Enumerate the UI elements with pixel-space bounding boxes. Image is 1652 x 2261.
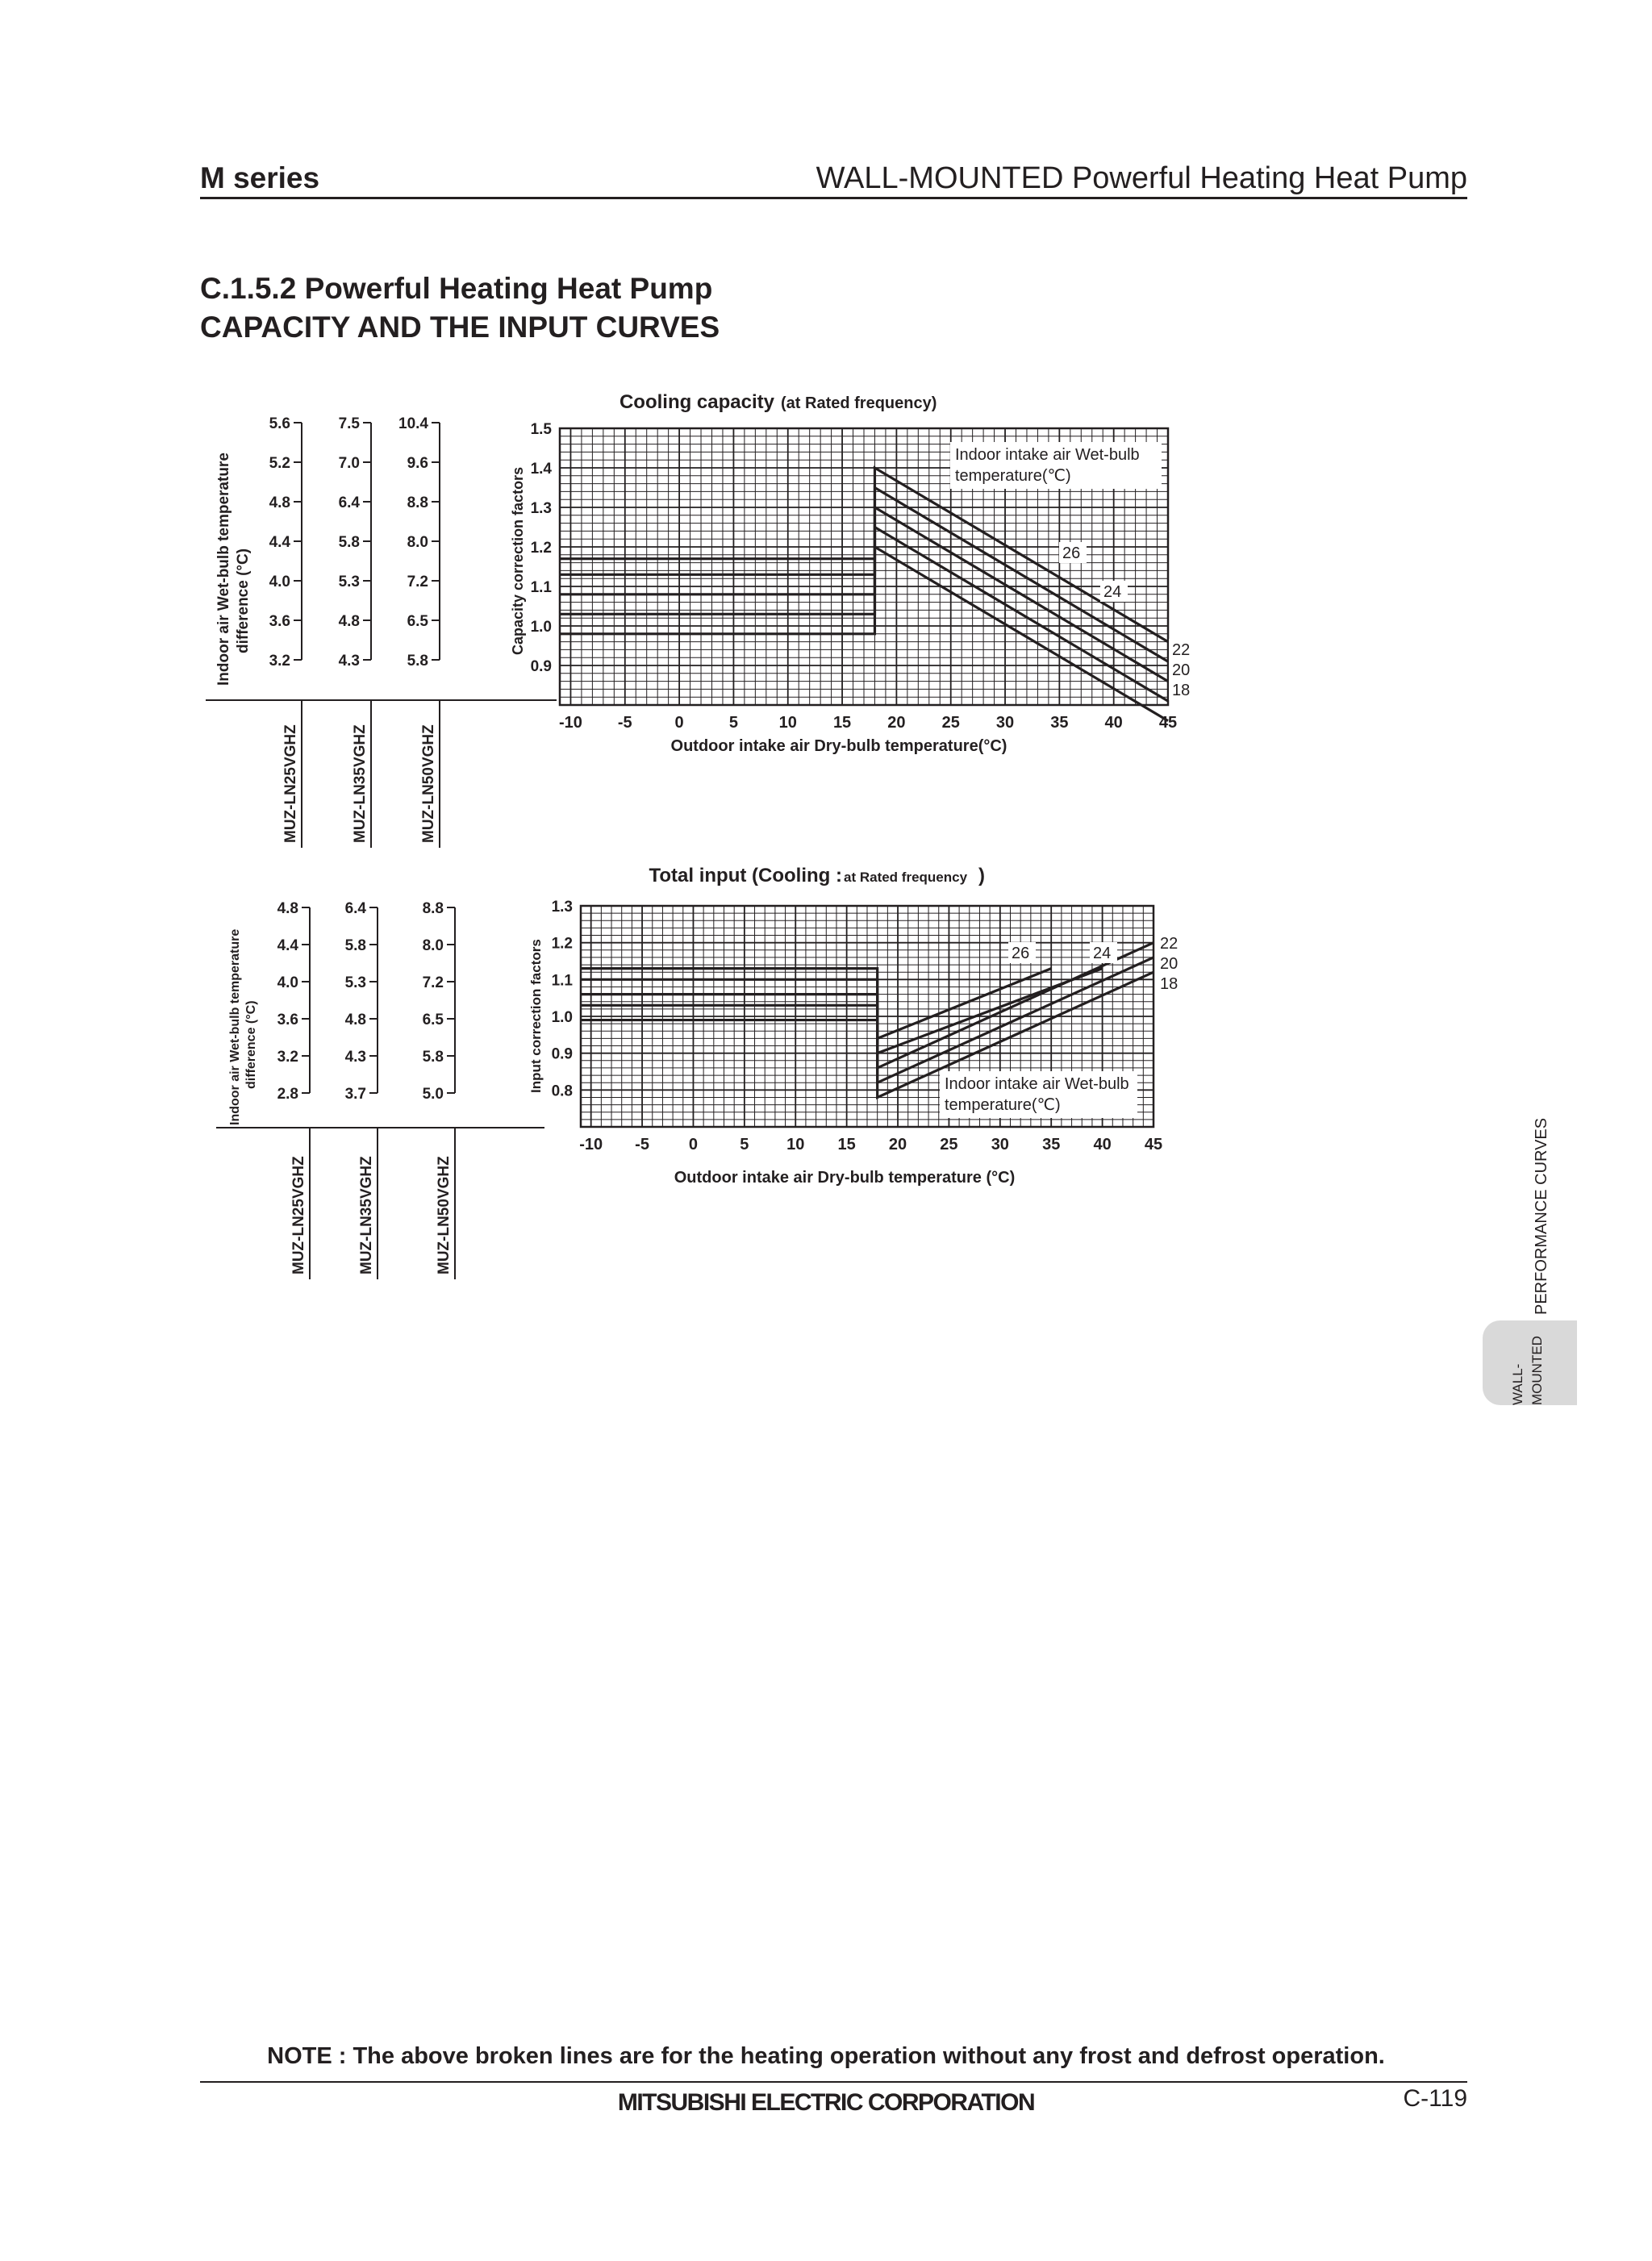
nomogram-tick-label: 4.0 xyxy=(269,574,290,590)
nomogram-tick-label: 3.6 xyxy=(269,613,290,630)
series-label-22: 22 xyxy=(1160,935,1179,953)
series-label-26: 26 xyxy=(1012,945,1030,962)
x-tick-label: 15 xyxy=(832,714,852,732)
nomogram-tick-label: 4.0 xyxy=(277,974,298,991)
nomogram-axis-title: Indoor air Wet-bulb temperature difference (°C) xyxy=(228,928,258,1125)
cooling-capacity-title: Cooling capacity xyxy=(619,391,774,413)
x-tick-label: -10 xyxy=(579,1136,603,1153)
total-input-title-close: ) xyxy=(978,865,985,886)
model-name-label: MUZ-LN35VGHZ xyxy=(358,1156,375,1274)
header-divider xyxy=(200,197,1467,199)
nomogram-tick-label: 8.8 xyxy=(407,494,428,511)
nomogram-tick-label: 7.2 xyxy=(422,974,444,991)
legend-title-line2: temperature(℃) xyxy=(945,1096,1061,1114)
nomogram-tick-label: 6.5 xyxy=(422,1012,444,1028)
nomogram-tick-label: 5.8 xyxy=(407,653,428,670)
total-input-xlabel: Outdoor intake air Dry-bulb temperature (°C) xyxy=(674,1169,1016,1187)
series-label-24: 24 xyxy=(1103,583,1122,601)
x-tick-label: 20 xyxy=(887,714,906,732)
nomogram-tick-label: 9.6 xyxy=(407,455,428,472)
y-tick-label: 1.3 xyxy=(551,899,573,916)
nomogram-tick-label: 5.3 xyxy=(338,574,360,590)
section-number-title: C.1.5.2 Powerful Heating Heat Pump xyxy=(200,272,713,305)
nomogram-axis-title: Indoor air Wet-bulb temperature difference (°C) xyxy=(215,453,252,686)
legend-title-line1: Indoor intake air Wet-bulb xyxy=(955,446,1140,464)
nomogram-tick-label: 3.6 xyxy=(277,1012,298,1028)
series-label-18: 18 xyxy=(1172,682,1191,699)
series-label-20: 20 xyxy=(1172,661,1191,679)
total-input-nomogram xyxy=(216,900,544,1279)
cooling-capacity-xlabel: Outdoor intake air Dry-bulb temperature(°C) xyxy=(670,737,1007,755)
nomogram-tick-label: 6.4 xyxy=(344,900,366,917)
nomogram-tick-label: 4.4 xyxy=(269,534,290,551)
y-tick-label: 1.5 xyxy=(530,421,552,438)
section-title xyxy=(200,269,720,347)
nomogram-tick-label: 4.8 xyxy=(338,613,360,630)
section-subtitle: CAPACITY AND THE INPUT CURVES xyxy=(200,311,720,344)
nomogram-tick-label: 5.0 xyxy=(422,1086,444,1103)
x-tick-label: 0 xyxy=(674,714,684,732)
y-tick-label: 1.3 xyxy=(530,500,552,517)
model-name-label: MUZ-LN50VGHZ xyxy=(420,724,437,843)
x-tick-label: 45 xyxy=(1158,714,1178,732)
nomogram-tick-label: 7.5 xyxy=(338,415,360,432)
x-tick-label: 15 xyxy=(837,1136,856,1153)
nomogram-tick-label: 10.4 xyxy=(398,415,428,432)
cooling-capacity-title-note: (at Rated frequency) xyxy=(781,394,937,412)
legend-title-line2: temperature(℃) xyxy=(955,467,1071,485)
nomogram-tick-label: 8.0 xyxy=(422,937,444,954)
nomogram-tick-label: 8.8 xyxy=(422,900,444,917)
total-input-title: Total input (Cooling : xyxy=(649,865,842,886)
nomogram-tick-label: 5.8 xyxy=(338,534,360,551)
series-label-18: 18 xyxy=(1160,975,1179,993)
nomogram-tick-label: 3.2 xyxy=(277,1049,298,1066)
nomogram-tick-label: 5.8 xyxy=(422,1049,444,1066)
model-name-label: MUZ-LN35VGHZ xyxy=(352,724,369,843)
x-tick-label: 30 xyxy=(995,714,1015,732)
nomogram-tick-label: 4.8 xyxy=(269,494,290,511)
x-tick-label: 5 xyxy=(728,714,738,732)
cooling-capacity-chart xyxy=(0,371,1250,871)
x-tick-label: 35 xyxy=(1042,1136,1061,1153)
y-tick-label: 1.4 xyxy=(530,461,552,478)
nomogram-tick-label: 3.2 xyxy=(269,653,290,670)
y-tick-label: 1.0 xyxy=(530,619,552,636)
nomogram-tick-label: 3.7 xyxy=(344,1086,366,1103)
side-tab-label-line2: MOUNTED xyxy=(1529,1336,1545,1405)
nomogram-tick-label: 4.8 xyxy=(277,900,298,917)
nomogram-tick-label: 5.8 xyxy=(344,937,366,954)
nomogram-tick-label: 4.3 xyxy=(338,653,360,670)
nomogram-tick-label: 8.0 xyxy=(407,534,428,551)
y-tick-label: 0.9 xyxy=(551,1045,573,1063)
x-tick-label: -10 xyxy=(559,714,582,732)
y-tick-label: 1.2 xyxy=(551,935,573,953)
series-label-22: 22 xyxy=(1172,641,1191,659)
model-name-label: MUZ-LN50VGHZ xyxy=(436,1156,453,1274)
y-tick-label: 0.8 xyxy=(551,1083,573,1100)
cooling-capacity-nomogram xyxy=(206,415,557,848)
series-line-24 xyxy=(581,969,1103,1053)
nomogram-tick-label: 5.3 xyxy=(344,974,366,991)
x-tick-label: -5 xyxy=(617,714,632,732)
page-header-title: WALL-MOUNTED Powerful Heating Heat Pump xyxy=(816,161,1467,195)
x-tick-label: -5 xyxy=(635,1136,649,1153)
nomogram-tick-label: 4.3 xyxy=(344,1049,366,1066)
series-label-20: 20 xyxy=(1160,955,1179,973)
y-tick-label: 1.1 xyxy=(551,972,573,990)
x-tick-label: 30 xyxy=(991,1136,1009,1153)
footer-note: NOTE : The above broken lines are for the heating operation without any frost and defrost operation. xyxy=(267,2043,1385,2069)
x-tick-label: 0 xyxy=(688,1136,699,1153)
total-input-title-note: at Rated frequency xyxy=(844,870,968,885)
x-tick-label: 10 xyxy=(786,1136,805,1153)
x-tick-label: 20 xyxy=(888,1136,907,1153)
y-tick-label: 0.9 xyxy=(530,658,552,675)
model-name-label: MUZ-LN25VGHZ xyxy=(290,1156,307,1274)
x-tick-label: 25 xyxy=(941,714,960,732)
footer-divider xyxy=(200,2081,1467,2083)
x-tick-label: 40 xyxy=(1104,714,1123,732)
nomogram-tick-label: 7.2 xyxy=(407,574,428,590)
side-tab-label-line1: WALL- xyxy=(1510,1363,1525,1405)
model-name-label: MUZ-LN25VGHZ xyxy=(282,724,299,843)
page-number: C-119 xyxy=(1403,2085,1467,2112)
total-input-ylabel: Input correction factors xyxy=(528,939,544,1093)
company-name: MITSUBISHI ELECTRIC CORPORATION xyxy=(617,2089,1035,2116)
nomogram-tick-label: 6.5 xyxy=(407,613,428,630)
x-tick-label: 35 xyxy=(1050,714,1069,732)
nomogram-tick-label: 4.8 xyxy=(344,1012,366,1028)
series-label-26: 26 xyxy=(1062,544,1081,562)
x-tick-label: 25 xyxy=(940,1136,958,1153)
x-tick-label: 40 xyxy=(1093,1136,1112,1153)
y-tick-label: 1.0 xyxy=(551,1009,573,1026)
nomogram-tick-label: 5.2 xyxy=(269,455,290,472)
y-tick-label: 1.2 xyxy=(530,540,552,557)
total-input-chart xyxy=(0,855,1250,1291)
nomogram-tick-label: 6.4 xyxy=(338,494,360,511)
x-tick-label: 45 xyxy=(1144,1136,1163,1153)
nomogram-tick-label: 4.4 xyxy=(277,937,298,954)
cooling-capacity-ylabel: Capacity correction factors xyxy=(510,466,526,655)
nomogram-tick-label: 7.0 xyxy=(338,455,360,472)
series-label: M series xyxy=(200,161,320,194)
series-label-24: 24 xyxy=(1093,945,1112,962)
y-tick-label: 1.1 xyxy=(530,579,552,596)
nomogram-tick-label: 2.8 xyxy=(277,1086,298,1103)
x-tick-label: 5 xyxy=(740,1136,749,1153)
nomogram-tick-label: 5.6 xyxy=(269,415,290,432)
side-category-label: PERFORMANCE CURVES xyxy=(1533,1117,1550,1315)
x-tick-label: 10 xyxy=(778,714,797,732)
legend-title-line1: Indoor intake air Wet-bulb xyxy=(945,1075,1129,1093)
